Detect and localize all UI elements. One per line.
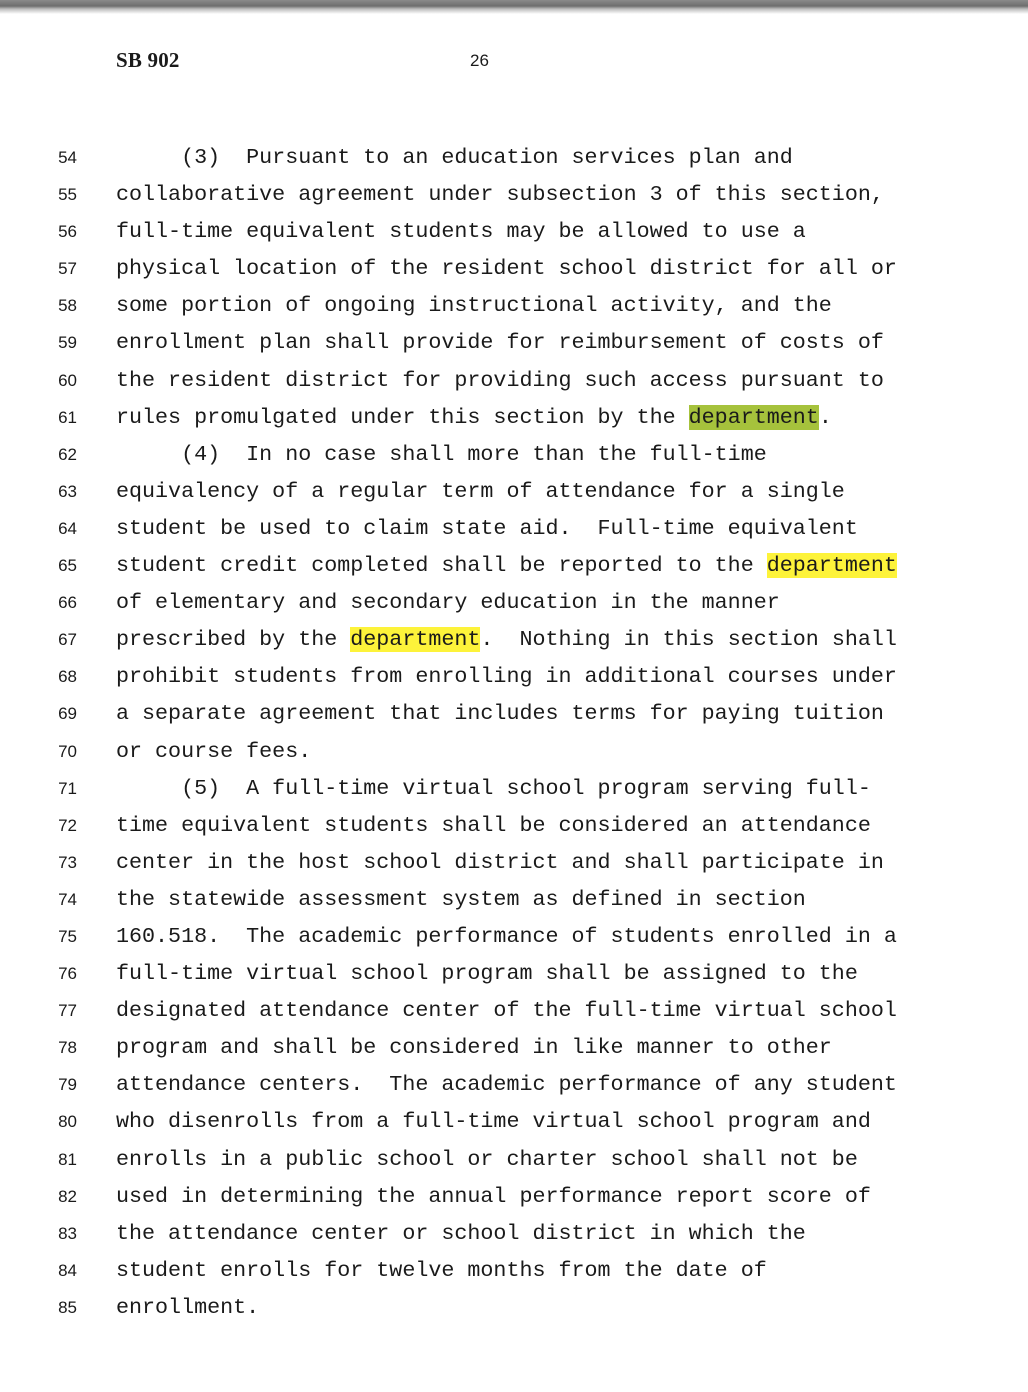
line-number: 55 [58,185,77,205]
line-text [116,516,858,541]
line-number: 70 [58,741,77,761]
text-segment: full-time equivalent students may be allowed to use a [116,219,806,245]
text-line [0,474,1028,511]
line-number: 57 [58,259,77,279]
line-number: 71 [58,778,77,798]
text-segment: student credit completed shall be reported to the [116,553,767,579]
text-segment: attendance centers. The academic performance of any student [116,1072,897,1098]
text-segment: . [818,404,832,430]
line-number: 69 [58,704,77,724]
text-line [0,1104,1028,1141]
line-number: 54 [58,148,77,167]
text-line [0,400,1028,437]
text-segment: collaborative agreement under subsection 3 of this section, [116,182,884,208]
line-text [116,553,897,578]
line-text [116,1295,259,1320]
line-number: 79 [58,1075,77,1095]
text-segment: student be used to claim state aid. Full-time equivalent [116,515,858,541]
text-line [0,548,1028,585]
text-segment: enrollment plan shall provide for reimbursement of costs of [116,330,884,356]
line-text [116,701,884,726]
text-segment: full-time virtual school program shall be assigned to the [116,961,858,987]
text-line [0,622,1028,659]
highlighted-term: department [350,627,481,653]
text-segment: physical location of the resident school district for all or [116,256,897,282]
text-segment: the statewide assessment system as defined in section [116,886,806,912]
text-line [0,845,1028,882]
text-segment: equivalency of a regular term of attendance for a single [116,478,845,504]
text-segment: a separate agreement that includes terms for paying tuition [116,701,884,727]
text-line [0,956,1028,993]
text-line [0,1253,1028,1290]
line-text [116,182,884,207]
text-line [0,1179,1028,1216]
line-text [116,1109,871,1134]
line-text [116,1072,897,1097]
text-segment: (5) A full-time virtual school program serving full- [116,775,871,801]
text-line [0,1142,1028,1179]
text-segment: rules promulgated under this section by the [116,404,689,430]
highlighted-term: department [688,404,819,430]
line-number: 77 [58,1001,77,1021]
text-segment: student enrolls for twelve months from the date of [116,1257,767,1283]
text-line [0,214,1028,251]
text-line [0,1067,1028,1104]
text-line [0,177,1028,214]
text-line [0,1030,1028,1067]
text-segment: of elementary and secondary education in the manner [116,590,780,616]
line-text [116,330,884,355]
text-segment: some portion of ongoing instructional activity, and the [116,293,832,319]
bill-id: SB 902 [116,48,180,72]
text-segment: enrollment. [116,1294,260,1320]
text-line [0,919,1028,956]
line-text [116,813,871,838]
line-number: 81 [58,1149,77,1169]
text-line [0,140,1028,177]
line-text [116,664,897,689]
line-text [116,1258,767,1283]
text-segment: time equivalent students shall be considered an attendance [116,812,871,838]
line-number: 65 [58,556,77,576]
line-number: 68 [58,667,77,687]
bill-text-body [0,140,1028,1327]
line-text [116,1147,858,1172]
line-number: 61 [58,407,77,427]
line-number: 76 [58,964,77,984]
line-number: 80 [58,1112,77,1132]
line-text [116,776,871,801]
line-number: 62 [58,444,77,464]
text-line [0,771,1028,808]
text-line [0,251,1028,288]
text-line [0,585,1028,622]
line-number: 84 [58,1260,77,1280]
line-number: 67 [58,630,77,650]
line-number: 56 [58,222,77,242]
line-text [116,256,897,281]
line-number: 85 [58,1297,77,1317]
line-text [116,293,832,318]
text-segment: designated attendance center of the full-time virtual school [116,998,897,1024]
line-number: 74 [58,889,77,909]
text-line [0,734,1028,771]
line-text [116,961,858,986]
line-number: 66 [58,593,77,613]
line-number: 82 [58,1186,77,1206]
line-number: 78 [58,1038,77,1058]
line-text [116,219,806,244]
line-text [116,627,897,652]
line-text [116,924,897,949]
text-line [0,993,1028,1030]
line-text [116,368,884,393]
text-line [0,437,1028,474]
text-segment: used in determining the annual performance report score of [116,1183,871,1209]
text-line [0,659,1028,696]
line-text [116,1035,832,1060]
line-text [116,1184,871,1209]
text-segment: . Nothing in this section shall [480,627,897,653]
line-text [116,405,832,430]
text-segment: the resident district for providing such access pursuant to [116,367,884,393]
page-number: 26 [470,51,489,70]
text-segment: (3) Pursuant to an education services plan and [116,145,793,170]
text-line [0,882,1028,919]
line-number: 64 [58,518,77,538]
line-text [116,145,793,170]
line-text [116,850,884,875]
top-border-bar [0,0,1028,14]
text-segment: 160.518. The academic performance of students enrolled in a [116,923,897,949]
text-segment: who disenrolls from a full-time virtual school program and [116,1109,871,1135]
text-segment: enrolls in a public school or charter school shall not be [116,1146,858,1172]
line-text [116,442,767,467]
line-text [116,887,806,912]
text-segment: (4) In no case shall more than the full-time [116,441,767,467]
text-line [0,325,1028,362]
line-number: 73 [58,852,77,872]
text-line [0,363,1028,400]
line-number: 60 [58,370,77,390]
text-segment: program and shall be considered in like manner to other [116,1035,832,1061]
line-text [116,739,311,764]
text-line [0,288,1028,325]
line-number: 72 [58,815,77,835]
text-line [0,696,1028,733]
text-segment: center in the host school district and shall participate in [116,849,884,875]
text-line [0,1290,1028,1327]
line-number: 75 [58,926,77,946]
text-line [0,511,1028,548]
line-text [116,590,780,615]
line-text [116,479,845,504]
line-text [116,998,897,1023]
text-segment: prohibit students from enrolling in additional courses under [116,664,897,690]
line-number: 58 [58,296,77,316]
highlighted-term: department [766,553,897,579]
line-number: 83 [58,1223,77,1243]
text-line [0,808,1028,845]
text-line [0,1216,1028,1253]
text-segment: prescribed by the [116,627,351,653]
text-segment: the attendance center or school district in which the [116,1220,806,1246]
line-number: 63 [58,481,77,501]
line-number: 59 [58,333,77,353]
line-text [116,1221,806,1246]
text-segment: or course fees. [116,738,312,764]
